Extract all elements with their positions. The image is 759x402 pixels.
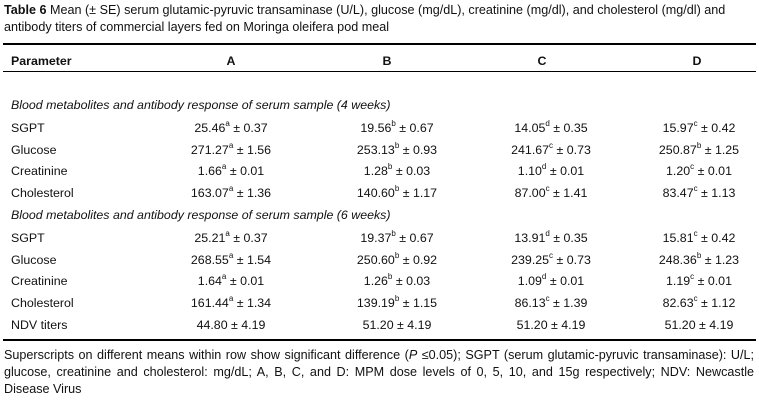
table-cell bbox=[486, 250, 616, 268]
cell-superscript: b bbox=[391, 228, 396, 238]
header-parameter: Parameter bbox=[11, 54, 72, 68]
section-title: Blood metabolites and antibody response of serum sample (6 weeks) bbox=[11, 208, 391, 222]
cell-superscript: d bbox=[545, 118, 550, 128]
table-cell bbox=[486, 293, 616, 311]
row-label: SGPT bbox=[11, 121, 45, 135]
cell-mean: 1.19 bbox=[666, 274, 691, 288]
row-label: Cholesterol bbox=[11, 186, 74, 200]
cell-superscript: d bbox=[541, 271, 547, 281]
table-cell bbox=[634, 318, 759, 333]
header-col-d: D bbox=[692, 54, 702, 68]
table-row bbox=[0, 271, 759, 294]
table-row bbox=[0, 118, 759, 141]
cell-superscript: d bbox=[545, 228, 550, 238]
table-cell bbox=[166, 183, 296, 201]
cell-se: ± 0.03 bbox=[395, 274, 431, 288]
cell-se: ± 1.56 bbox=[236, 143, 272, 157]
table-cell bbox=[332, 140, 462, 158]
cell-superscript: c bbox=[693, 183, 698, 193]
table-row bbox=[0, 161, 759, 184]
cell-mean: 51.20 bbox=[362, 318, 394, 332]
table-cell bbox=[166, 293, 296, 311]
cell-mean: 51.20 bbox=[664, 318, 696, 332]
cell-mean: 271.27 bbox=[190, 143, 229, 157]
cell-mean: 1.26 bbox=[363, 274, 388, 288]
cell-mean: 248.36 bbox=[658, 253, 697, 267]
cell-superscript: b bbox=[387, 271, 393, 281]
cell-mean: 139.19 bbox=[356, 296, 395, 310]
table-cell bbox=[332, 293, 462, 311]
cell-mean: 83.47 bbox=[662, 186, 694, 200]
cell-superscript: b bbox=[391, 118, 396, 128]
cell-se: ± 1.25 bbox=[704, 143, 740, 157]
table-cell bbox=[634, 161, 759, 179]
table-cell bbox=[486, 140, 616, 158]
cell-superscript: a bbox=[228, 250, 234, 260]
cell-mean: 163.07 bbox=[190, 186, 229, 200]
cell-mean: 51.20 bbox=[516, 318, 548, 332]
row-label: Creatinine bbox=[11, 164, 68, 178]
cell-mean: 1.66 bbox=[197, 164, 222, 178]
table-cell bbox=[166, 118, 296, 136]
cell-mean: 19.56 bbox=[360, 121, 392, 135]
table-cell bbox=[486, 318, 616, 333]
cell-superscript: a bbox=[221, 161, 227, 171]
cell-mean: 241.67 bbox=[511, 143, 550, 157]
cell-se: ± 0.42 bbox=[701, 121, 736, 135]
cell-superscript: c bbox=[690, 161, 695, 171]
cell-se: ± 1.17 bbox=[402, 186, 438, 200]
cell-se: ± 0.01 bbox=[697, 274, 732, 288]
cell-se: ± 0.73 bbox=[556, 253, 591, 267]
cell-mean: 253.13 bbox=[356, 143, 395, 157]
top-rule bbox=[3, 43, 756, 45]
cell-superscript: c bbox=[693, 228, 698, 238]
table-cell bbox=[166, 250, 296, 268]
table-row bbox=[0, 183, 759, 206]
table-cell bbox=[332, 118, 462, 136]
cell-se: ± 0.67 bbox=[399, 121, 434, 135]
cell-mean: 25.21 bbox=[194, 231, 226, 245]
cell-superscript: a bbox=[225, 228, 230, 238]
cell-se: ± 0.01 bbox=[229, 164, 265, 178]
cell-mean: 268.55 bbox=[190, 253, 229, 267]
footnote-text-1: Superscripts on different means within row show significant difference ( bbox=[4, 348, 409, 362]
cell-se: ± 0.37 bbox=[233, 231, 268, 245]
table-cell bbox=[332, 318, 462, 333]
table-label: Table 6 bbox=[4, 3, 47, 17]
cell-se: ± 1.36 bbox=[236, 186, 272, 200]
cell-se: ± 4.19 bbox=[699, 318, 734, 332]
cell-mean: 161.44 bbox=[190, 296, 229, 310]
cell-superscript: c bbox=[549, 140, 554, 150]
cell-superscript: c bbox=[545, 293, 550, 303]
table-cell bbox=[634, 183, 759, 201]
row-label: Creatinine bbox=[11, 274, 68, 288]
table-cell bbox=[634, 140, 759, 158]
cell-se: ± 1.23 bbox=[704, 253, 740, 267]
cell-se: ± 1.39 bbox=[553, 296, 588, 310]
cell-superscript: a bbox=[228, 140, 234, 150]
cell-superscript: b bbox=[387, 161, 393, 171]
cell-superscript: b bbox=[394, 183, 400, 193]
cell-superscript: c bbox=[690, 271, 695, 281]
cell-mean: 239.25 bbox=[511, 253, 550, 267]
cell-mean: 250.60 bbox=[356, 253, 395, 267]
cell-se: ± 0.35 bbox=[553, 231, 588, 245]
table-cell bbox=[332, 228, 462, 246]
table-row bbox=[0, 140, 759, 163]
cell-mean: 15.81 bbox=[662, 231, 694, 245]
footnote-text-2: ≤0.05); SGPT (serum glutamic-pyruvic transaminase): U/L; glucose, creatinine and cholesterol: mg/dL; A, B, C, and D: MPM dose levels of 0, 5, 10, and 15g respectively; NDV: Newcastle Disease Virus bbox=[4, 348, 754, 396]
cell-mean: 1.09 bbox=[517, 274, 542, 288]
cell-se: ± 4.19 bbox=[551, 318, 586, 332]
table-cell bbox=[166, 318, 296, 333]
cell-se: ± 0.73 bbox=[556, 143, 591, 157]
cell-superscript: d bbox=[541, 161, 547, 171]
table-cell bbox=[332, 161, 462, 179]
header-col-a: A bbox=[226, 54, 236, 68]
cell-se: ± 4.19 bbox=[231, 318, 266, 332]
cell-mean: 25.46 bbox=[194, 121, 226, 135]
cell-se: ± 0.01 bbox=[697, 164, 732, 178]
cell-se: ± 0.01 bbox=[549, 274, 585, 288]
table-caption bbox=[4, 2, 754, 36]
table-row bbox=[0, 293, 759, 316]
cell-mean: 1.20 bbox=[666, 164, 691, 178]
cell-mean: 13.91 bbox=[514, 231, 546, 245]
cell-superscript: c bbox=[545, 183, 550, 193]
header-rule bbox=[3, 71, 756, 72]
cell-se: ± 0.37 bbox=[233, 121, 268, 135]
row-label: Cholesterol bbox=[11, 296, 74, 310]
row-label: Glucose bbox=[11, 143, 57, 157]
row-label: Glucose bbox=[11, 253, 57, 267]
cell-se: ± 0.01 bbox=[229, 274, 265, 288]
table-cell bbox=[634, 118, 759, 136]
cell-se: ± 0.67 bbox=[399, 231, 434, 245]
cell-se: ± 1.12 bbox=[701, 296, 736, 310]
row-label: NDV titers bbox=[11, 318, 68, 332]
cell-mean: 44.80 bbox=[196, 318, 228, 332]
footnote-p-symbol: P bbox=[408, 348, 418, 362]
table-cell bbox=[486, 118, 616, 136]
cell-superscript: b bbox=[394, 250, 400, 260]
cell-mean: 1.64 bbox=[197, 274, 222, 288]
cell-se: ± 0.42 bbox=[701, 231, 736, 245]
bottom-rule bbox=[3, 339, 756, 341]
cell-superscript: b bbox=[394, 293, 400, 303]
table-cell bbox=[166, 271, 296, 289]
table-cell bbox=[634, 293, 759, 311]
header-col-c: C bbox=[537, 54, 547, 68]
cell-superscript: b bbox=[696, 140, 702, 150]
table-cell bbox=[332, 250, 462, 268]
row-label: SGPT bbox=[11, 231, 45, 245]
cell-mean: 250.87 bbox=[658, 143, 697, 157]
cell-superscript: c bbox=[693, 118, 698, 128]
table-cell bbox=[634, 250, 759, 268]
cell-se: ± 1.41 bbox=[553, 186, 588, 200]
cell-se: ± 1.34 bbox=[236, 296, 272, 310]
table-footnote bbox=[4, 347, 754, 398]
cell-se: ± 0.93 bbox=[402, 143, 438, 157]
cell-superscript: a bbox=[228, 183, 234, 193]
cell-mean: 1.28 bbox=[363, 164, 388, 178]
cell-se: ± 0.01 bbox=[549, 164, 585, 178]
cell-superscript: c bbox=[693, 293, 698, 303]
table-cell bbox=[166, 161, 296, 179]
cell-mean: 82.63 bbox=[662, 296, 694, 310]
cell-se: ± 1.13 bbox=[701, 186, 736, 200]
cell-mean: 15.97 bbox=[662, 121, 694, 135]
table-row bbox=[0, 228, 759, 251]
cell-se: ± 0.03 bbox=[395, 164, 431, 178]
table-cell bbox=[634, 228, 759, 246]
cell-se: ± 0.35 bbox=[553, 121, 588, 135]
cell-mean: 14.05 bbox=[514, 121, 546, 135]
cell-se: ± 1.15 bbox=[402, 296, 438, 310]
cell-mean: 87.00 bbox=[514, 186, 546, 200]
cell-se: ± 0.92 bbox=[402, 253, 438, 267]
cell-se: ± 4.19 bbox=[397, 318, 432, 332]
table-cell bbox=[166, 228, 296, 246]
table-cell bbox=[166, 140, 296, 158]
table-cell bbox=[332, 183, 462, 201]
cell-superscript: b bbox=[394, 140, 400, 150]
cell-superscript: a bbox=[225, 118, 230, 128]
table-row bbox=[0, 250, 759, 273]
cell-se: ± 1.54 bbox=[236, 253, 272, 267]
table-cell bbox=[332, 271, 462, 289]
cell-superscript: a bbox=[228, 293, 234, 303]
cell-mean: 1.10 bbox=[517, 164, 542, 178]
table-cell bbox=[486, 228, 616, 246]
cell-mean: 86.13 bbox=[514, 296, 546, 310]
table-caption-text: Mean (± SE) serum glutamic-pyruvic transaminase (U/L), glucose (mg/dL), creatinine (mg/dl), and cholesterol (mg/dl) and antibody titers of commercial layers fed on Moringa oleifera pod meal bbox=[4, 3, 726, 34]
cell-superscript: a bbox=[221, 271, 227, 281]
table-cell bbox=[634, 271, 759, 289]
section-title: Blood metabolites and antibody response of serum sample (4 weeks) bbox=[11, 98, 391, 112]
table-cell bbox=[486, 271, 616, 289]
cell-mean: 140.60 bbox=[356, 186, 395, 200]
cell-superscript: c bbox=[549, 250, 554, 260]
header-col-b: B bbox=[382, 54, 392, 68]
cell-superscript: b bbox=[696, 250, 702, 260]
table-row bbox=[0, 318, 759, 338]
table-cell bbox=[486, 183, 616, 201]
table-cell bbox=[486, 161, 616, 179]
cell-mean: 19.37 bbox=[360, 231, 392, 245]
